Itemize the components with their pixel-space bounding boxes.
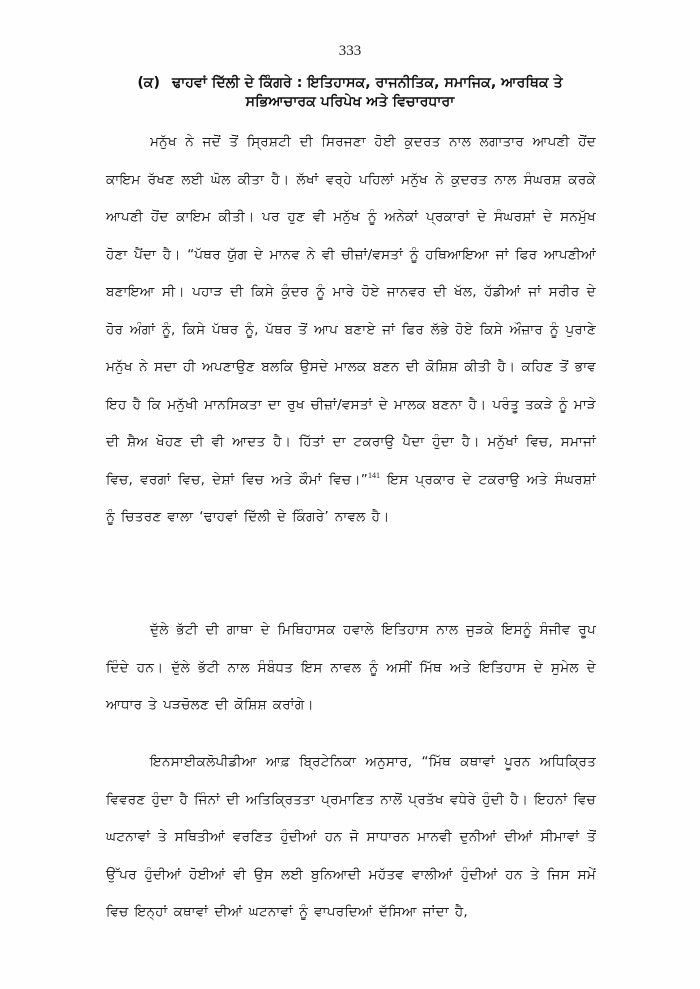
page-number: 333 (338, 43, 362, 59)
section-heading (100, 74, 600, 112)
paragraph-1-text-continued: ਇਸ ਪ੍ਰਕਾਰ ਦੇ ਟਕਰਾਉ ਅਤੇ ਸੰਘਰਸ਼ਾਂ ਨੂੰ ਚਿਤਰਣ ਵਾਲਾ ‘ਢਾਹਵਾਂ ਦਿੱਲੀ ਦੇ ਕਿੰਗਰੇ’ ਨਾਵਲ ਹੈ। (106, 471, 596, 525)
paragraph-1-text: ਮਨੁੱਖ ਨੇ ਜਦੋਂ ਤੋਂ ਸ੍ਰਿਸ਼ਟੀ ਦੀ ਸਿਰਜਣਾ ਹੋਈ ਕੁਦਰਤ ਨਾਲ ਲਗਾਤਾਰ ਆਪਣੀ ਹੋਂਦ ਕਾਇਮ ਰੱਖਣ ਲਈ ਘੋਲ ਕੀਤਾ ਹੈ। ਲੱਖਾਂ ਵਰ੍ਹੇ ਪਹਿਲਾਂ ਮਨੁੱਖ ਨੇ ਕੁਦਰਤ ਨਾਲ ਸੰਘਰਸ਼ ਕਰਕੇ ਆਪਣੀ ਹੋਂਦ ਕਾਇਮ ਕੀਤੀ। ਪਰ ਹੁਣ ਵੀ ਮਨੁੱਖ ਨੂੰ ਅਨੇਕਾਂ ਪ੍ਰਕਾਰਾਂ ਦੇ ਸੰਘਰਸ਼ਾਂ ਦੇ ਸਨਮੁੱਖ ਹੋਣਾ ਪੈਂਦਾ ਹੈ। “ਪੱਥਰ ਯੁੱਗ ਦੇ ਮਾਨਵ ਨੇ ਵੀ ਚੀਜ਼ਾਂ/ਵਸਤਾਂ ਨੂੰ ਹਥਿਆਇਆ ਜਾਂ ਫਿਰ ਆਪਣੀਆਂ ਬਣਾਇਆ ਸੀ। ਪਹਾੜ ਦੀ ਕਿਸੇ ਕੁੰਦਰ ਨੂੰ ਮਾਰੇ ਹੋਏ ਜਾਨਵਰ ਦੀ ਖੱਲ, ਹੱਡੀਆਂ ਜਾਂ ਸਰੀਰ ਦੇ ਹੋਰ ਅੰਗਾਂ ਨੂੰ, ਕਿਸੇ ਪੱਥਰ ਨੂੰ, ਪੱਥਰ ਤੋਂ ਆਪ ਬਣਾਏ ਜਾਂ ਫਿਰ ਲੱਭੇ ਹੋਏ ਕਿਸੇ ਔਜ਼ਾਰ ਨੂੰ ਪੁਰਾਣੇ ਮਨੁੱਖ ਨੇ ਸਦਾ ਹੀ ਅਪਣਾਉਣ ਬਲਕਿ ਉਸਦੇ ਮਾਲਕ ਬਣਨ ਦੀ ਕੋਸ਼ਿਸ਼ ਕੀਤੀ ਹੈ। ਕਹਿਣ ਤੋਂ ਭਾਵ ਇਹ ਹੈ ਕਿ ਮਨੁੱਖੀ ਮਾਨਸਿਕਤਾ ਦਾ ਰੁਖ ਚੀਜ਼ਾਂ/ਵਸਤਾਂ ਦੇ ਮਾਲਕ ਬਣਨਾ ਹੈ। ਪਰੰਤੂ ਤਕੜੇ ਨੂੰ ਮਾੜੇ ਦੀ ਸ਼ੈਅ ਖੋਹਣ ਦੀ ਵੀ ਆਦਤ ਹੈ। ਹਿੱਤਾਂ ਦਾ ਟਕਰਾਉ ਪੈਦਾ ਹੁੰਦਾ ਹੈ। ਮਨੁੱਖਾਂ ਵਿਚ, ਸਮਾਜਾਂ ਵਿਚ, ਵਰਗਾਂ ਵਿਚ, ਦੇਸ਼ਾਂ ਵਿਚ ਅਤੇ ਕੌਮਾਂ ਵਿਚ।” (106, 134, 596, 488)
section-label: (ਕ) (137, 75, 160, 91)
paragraph-2 (106, 612, 596, 725)
paragraph-3 (106, 744, 596, 932)
paragraph-3-text: ਇਨਸਾਈਕਲੋਪੀਡੀਆ ਆਫ਼ ਬ੍ਰਿਟੇਨਿਕਾ ਅਨੁਸਾਰ, “ਮਿੱਥ ਕਥਾਵਾਂ ਪੂਰਨ ਅਧਿਕ੍ਰਿਤ ਵਿਵਰਣ ਹੁੰਦਾ ਹੈ ਜਿੰਨਾਂ ਦੀ ਅਤਿਕ੍ਰਿਤਤਾ ਪ੍ਰਮਾਣਿਤ ਨਾਲੋਂ ਪ੍ਰਤੱਖ ਵਧੇਰੇ ਹੁੰਦੀ ਹੈ। ਇਹਨਾਂ ਵਿਚ ਘਟਨਾਵਾਂ ਤੇ ਸਥਿਤੀਆਂ ਵਰਣਿਤ ਹੁੰਦੀਆਂ ਹਨ ਜੋ ਸਾਧਾਰਨ ਮਾਨਵੀ ਦੁਨੀਆਂ ਦੀਆਂ ਸੀਮਾਵਾਂ ਤੋਂ ਉੱਪਰ ਹੁੰਦੀਆਂ ਹੋਈਆਂ ਵੀ ਉਸ ਲਈ ਬੁਨਿਆਦੀ ਮਹੱਤਵ ਵਾਲੀਆਂ ਹੁੰਦੀਆਂ ਹਨ ਤੇ ਜਿਸ ਸਮੇਂ ਵਿਚ ਇਨ੍ਹਾਂ ਕਥਾਵਾਂ ਦੀਆਂ ਘਟਨਾਵਾਂ ਨੂੰ ਵਾਪਰਦਿਆਂ ਦੱਸਿਆ ਜਾਂਦਾ ਹੈ, (106, 754, 596, 920)
paragraph-1 (106, 124, 596, 537)
section-title: ਢਾਹਵਾਂ ਦਿੱਲੀ ਦੇ ਕਿੰਗਰੇ : ਇਤਿਹਾਸਕ, ਰਾਜਨੀਤਿਕ, ਸਮਾਜਿਕ, ਆਰਥਿਕ ਤੇ ਸਭਿਆਚਾਰਕ ਪਰਿਪੇਖ ਅਤੇ ਵਿਚਾਰਧਾਰਾ (171, 75, 563, 110)
paragraph-2-text: ਦੁੱਲੇ ਭੱਟੀ ਦੀ ਗਾਥਾ ਦੇ ਮਿਥਿਹਾਸਕ ਹਵਾਲੇ ਇਤਿਹਾਸ ਨਾਲ ਜੁੜਕੇ ਇਸਨੂੰ ਸੰਜੀਵ ਰੂਪ ਦਿੰਦੇ ਹਨ। ਦੁੱਲੇ ਭੱਟੀ ਨਾਲ ਸੰਬੰਧਤ ਇਸ ਨਾਵਲ ਨੂੰ ਅਸੀਂ ਮਿੱਥ ਅਤੇ ਇਤਿਹਾਸ ਦੇ ਸੁਮੇਲ ਦੇ ਆਧਾਰ ਤੇ ਪੜਚੋਲਣ ਦੀ ਕੋਸ਼ਿਸ਼ ਕਰਾਂਗੇ। (106, 622, 596, 713)
footnote-reference: 141 (367, 470, 380, 480)
